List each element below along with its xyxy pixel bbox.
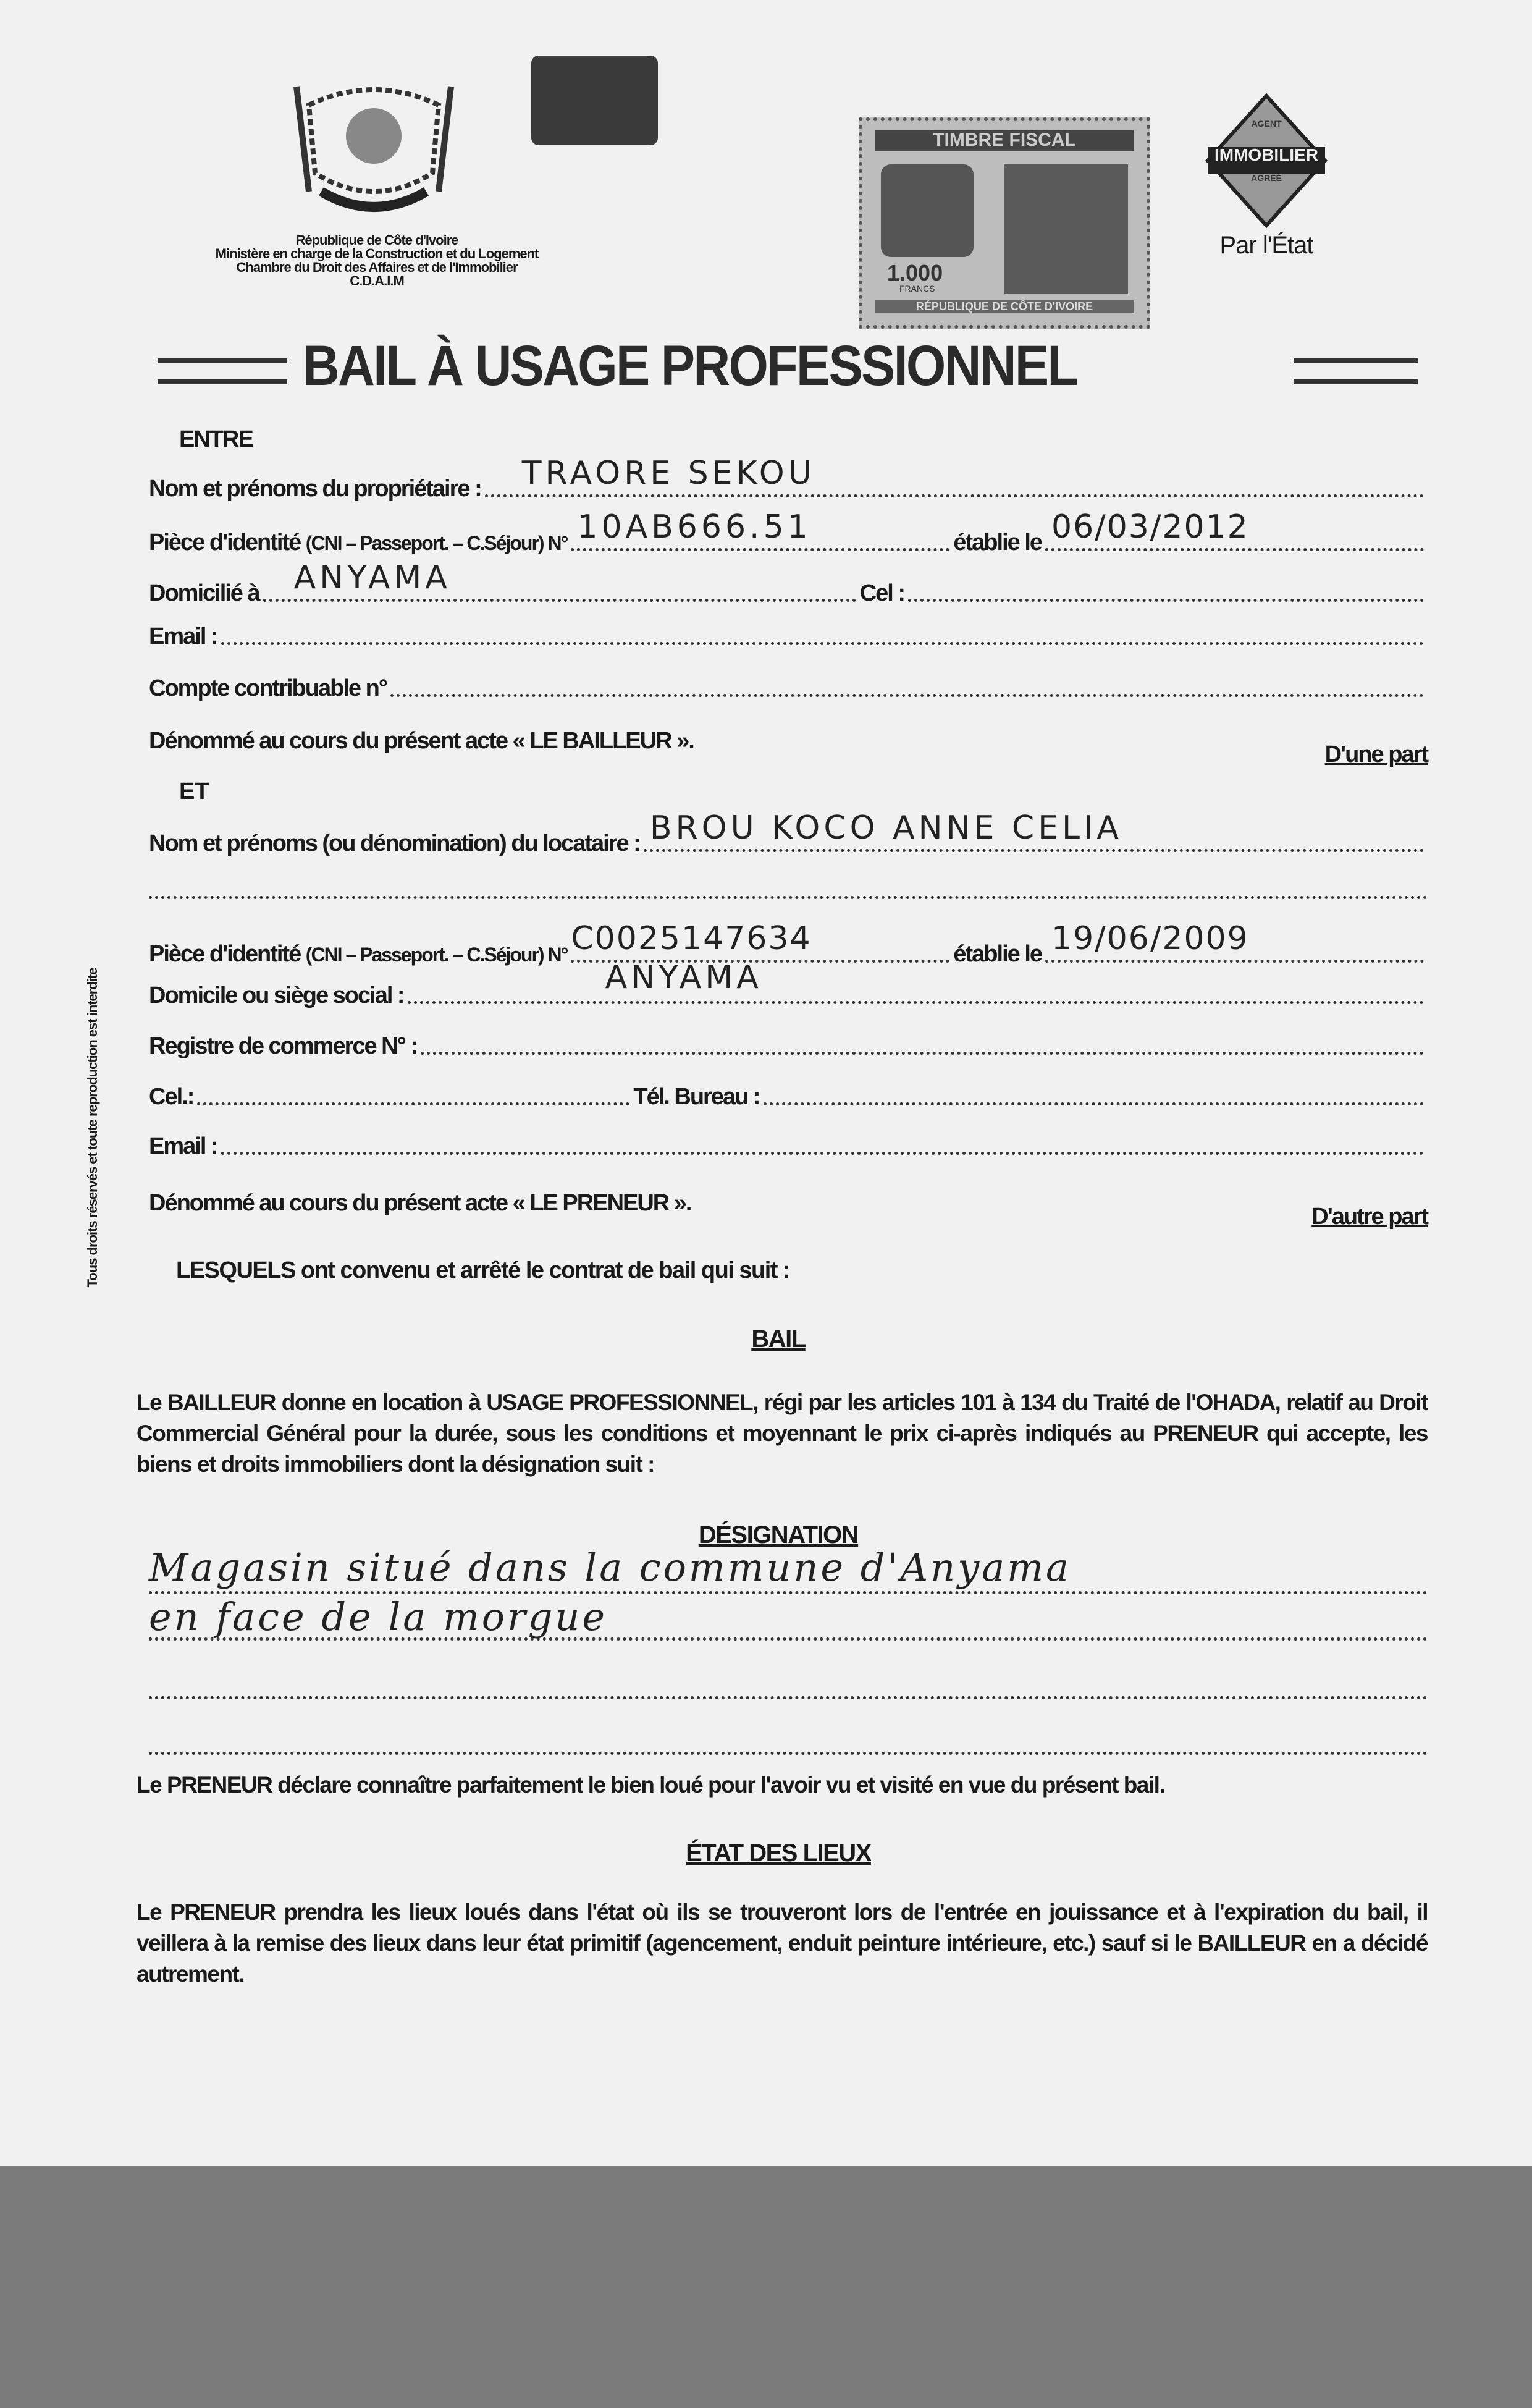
owner-id-field[interactable]: Pièce d'identité (CNI – Passeport. – C.Séjour) N° 10AB666.51 établie le 06/03/2012 (149, 530, 1428, 556)
ministry-label: Ministère en charge de la Construction et du Logement (215, 246, 539, 261)
seal-stamp (531, 56, 658, 145)
elephant-icon (1004, 164, 1128, 294)
bail-paragraph: Le BAILLEUR donne en location à USAGE PROFESSIONNEL, régi par les articles 101 à 134 du Traité de l'OHADA, relatif au Droit Commercial Général pour la durée, sous les conditions et moyennant le prix ci-après indiqués au PRENEUR qui accepte, les biens et droits immobiliers dont la désignation suit : (137, 1390, 1428, 1477)
tenant-name-value: BROU KOCO ANNE CELIA (649, 809, 1122, 847)
designation-line-1-value: Magasin situé dans la commune d'Anyama (149, 1545, 1071, 1590)
etat-des-lieux-heading: ÉTAT DES LIEUX (686, 1840, 871, 1867)
cdaim-label: C.D.A.I.M (350, 273, 404, 289)
republic-label: République de Côte d'Ivoire (295, 232, 458, 248)
preneur-designation-row: Dénommé au cours du présent acte « LE PRENEUR ». D'autre part (149, 1190, 1428, 1230)
tenant-id-field[interactable]: Pièce d'identité (CNI – Passeport. – C.Séjour) N° C0025147634 établie le 19/06/2009 (149, 941, 1428, 968)
owner-tax-account-field[interactable]: Compte contribuable n° (149, 675, 1428, 702)
tenant-name-continuation-line (149, 896, 1428, 899)
tenant-domicile-value: ANYAMA (605, 959, 762, 996)
chamber-label: Chambre du Droit des Affaires et de l'Immobilier (236, 260, 518, 275)
d-une-part-label: D'une part (1324, 741, 1428, 767)
copyright-side-note: Tous droits réservés et toute reproduction est interdite (85, 968, 100, 1288)
stamp-emblem-icon (881, 164, 974, 257)
et-heading: ET (179, 779, 209, 805)
designation-line-2-value: en face de la morgue (149, 1594, 608, 1639)
designation-line-3 (149, 1696, 1428, 1699)
tenant-email-field[interactable]: Email : (149, 1133, 1428, 1160)
bailleur-designation-row: Dénommé au cours du présent acte « LE BAILLEUR ». D'une part (149, 728, 1428, 767)
owner-id-date-value: 06/03/2012 (1051, 509, 1249, 546)
fiscal-stamp: TIMBRE FISCAL 1.000 FRANCS RÉPUBLIQUE DE CÔTE D'IVOIRE (859, 117, 1150, 329)
tenant-domicile-field[interactable]: Domicile ou siège social : ANYAMA (149, 982, 1428, 1009)
page-title: BAIL À USAGE PROFESSIONNEL (303, 334, 1077, 397)
trade-register-field[interactable]: Registre de commerce N° : (149, 1033, 1428, 1060)
title-rule-left (158, 358, 287, 384)
owner-name-field[interactable]: Nom et prénoms du propriétaire : TRAORE SEKOU (149, 476, 1428, 502)
preneur-declaration: Le PRENEUR déclare connaître parfaitement le bien loué pour l'avoir vu et visité en vue du présent bail. (137, 1772, 1165, 1798)
bail-heading: BAIL (751, 1325, 806, 1353)
owner-email-field[interactable]: Email : (149, 623, 1428, 650)
tenant-id-date-value: 19/06/2009 (1051, 920, 1249, 957)
tenant-name-field[interactable]: Nom et prénoms (ou dénomination) du locataire : BROU KOCO ANNE CELIA (149, 830, 1428, 857)
owner-name-value: TRAORE SEKOU (521, 455, 815, 492)
coat-of-arms-icon (272, 49, 476, 216)
title-rule-right (1294, 358, 1418, 384)
entre-heading: ENTRE (179, 426, 253, 452)
designation-heading: DÉSIGNATION (698, 1521, 859, 1548)
owner-id-value: 10AB666.51 (577, 509, 812, 546)
agreement-statement: LESQUELS ont convenu et arrêté le contrat de bail qui suit : (176, 1257, 790, 1283)
document-page: République de Côte d'Ivoire Ministère en charge de la Construction et du Logement Chambre du Droit des Affaires et de l'Immobilier C.D.A.I.M TIMBRE FISCAL 1.000 FRANCS RÉPUBLIQUE DE CÔTE D'IVOIRE IMMOBILIER AGENT AGRÉÉ Par l'État BAIL À USAGE PROFESSIONNEL Tous droits réservés et toute reproduction est interdite ENTRE Nom et prénoms du propriétaire : TRAORE SEKOU Pièce d'identité (CNI – Passeport. – C.Séjour) N° 10AB666.51 établie le 06/03/2012 Domicilié à ANYAMA Cel : Email : Compte contribuable n° Dénommé au cours du présent acte « LE BAILLEUR ». D'une part ET Nom et prénoms (ou dénomination) du locataire : BROU KOCO ANNE CELIA Pièce d'identité (CNI – Passeport. – C.Séjour) N° C0025147634 établie le 19/06/2009 Domicile ou siège social : ANYAMA Registre de commerce N° : Cel.: Tél. Bureau : Email : Dénommé au cours du présent acte « LE PRENEUR ». D'autre part LESQUELS ont convenu et arrêté le contrat de bail qui suit : BAIL Le BAILLEUR donne en location à USAGE PROFESSIONNEL, régi par les articles 101 à 134 du Traité de l'OHADA, relatif au Droit Commercial Général pour la durée, sous les conditions et moyennant le prix ci-après indiqués au PRENEUR qui accepte, les biens et droits immobiliers dont la désignation suit : DÉSIGNATION Magasin situé dans la commune d'Anyama en face de la morgue Le PRENEUR déclare connaître parfaitement le bien loué pour l'avoir vu et visité en vue du présent bail. ÉTAT DES LIEUX Le PRENEUR prendra les lieux loués dans l'état où ils se trouveront lors de l'entrée en jouissance et à l'expiration du bail, il veillera à la remise des lieux dans leur état primitif (agencement, enduit peinture intérieure, etc.) sauf si le BAILLEUR en a décidé autrement. (0, 0, 1532, 2166)
d-autre-part-label: D'autre part (1311, 1204, 1428, 1230)
par-l-etat-caption: Par l'État (1219, 232, 1313, 259)
tenant-id-value: C0025147634 (571, 920, 812, 957)
designation-line-4 (149, 1752, 1428, 1755)
owner-domicile-field[interactable]: Domicilié à ANYAMA Cel : (149, 580, 1428, 607)
owner-domicile-value: ANYAMA (293, 559, 451, 596)
etat-des-lieux-paragraph: Le PRENEUR prendra les lieux loués dans l'état où ils se trouveront lors de l'entrée en jouissance et à l'expiration du bail, il veillera à la remise des lieux dans leur état primitif (agencement, enduit peinture intérieure, etc.) sauf si le BAILLEUR en a décidé autrement. (137, 1899, 1428, 1987)
tenant-phone-fields[interactable]: Cel.: Tél. Bureau : (149, 1084, 1428, 1110)
